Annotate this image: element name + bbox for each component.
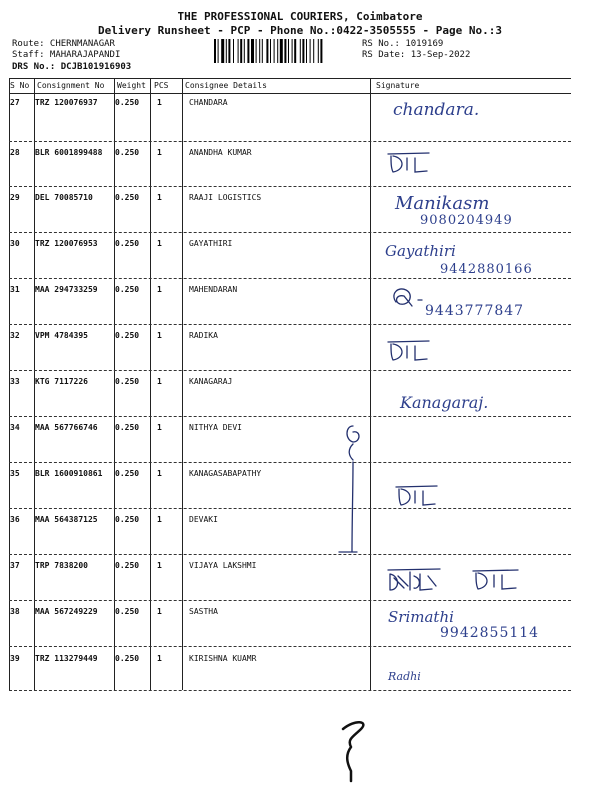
row-consignment: TRP 7838200 [35,561,88,570]
row-consignment: TRZ 113279449 [35,654,98,663]
rs-number: RS No.: 1019169 [362,39,444,49]
row-separator [9,690,571,691]
signature-37-mark [470,567,525,595]
row-consignment: BLR 6001899488 [35,148,103,157]
signature-34-35-36-bracket [335,420,375,560]
signature-29-name: Manikasm [395,193,490,214]
barcode-image [213,39,353,63]
row-sno: 29 [10,193,20,202]
document-title: THE PROFESSIONAL COURIERS, Coimbatore [177,10,423,23]
row-sno: 37 [10,561,20,570]
row-sno: 32 [10,331,20,340]
initial-mark [335,715,375,785]
route-label: Route: CHERNMANAGAR [12,39,115,49]
row-weight: 0.250 [115,561,140,570]
row-consignee: NITHYA DEVI [189,423,242,432]
signature-29-phone: 9080204949 [420,213,513,228]
row-consignment: TRZ 120076953 [35,239,98,248]
row-consignment: TRZ 120076937 [35,98,98,107]
row-sno: 34 [10,423,20,432]
row-sno: 33 [10,377,20,386]
row-separator [9,508,571,509]
row-consignee: SASTHA [189,607,218,616]
row-separator [9,646,571,647]
col-weight: Weight [117,81,146,90]
signature-35-mark [393,483,443,509]
row-consignment: MAA 567766746 [35,423,98,432]
row-weight: 0.250 [115,377,140,386]
row-consignment: BLR 1600910861 [35,469,103,478]
row-separator [9,186,571,187]
signature-38-name: Srimathi [388,608,454,626]
row-consignee: ANANDHA KUMAR [189,148,252,157]
row-separator [9,278,571,279]
row-consignee: KANAGARAJ [189,377,233,386]
row-pcs: 1 [157,515,162,524]
row-weight: 0.250 [115,239,140,248]
signature-39: Radhi [388,670,421,683]
signature-31-phone: 9443777847 [425,303,525,319]
row-consignee: MAHENDARAN [189,285,238,294]
table-row [9,513,569,558]
row-pcs: 1 [157,98,162,107]
row-consignee: KIRISHNA KUAMR [189,654,257,663]
row-pcs: 1 [157,654,162,663]
row-sno: 36 [10,515,20,524]
row-weight: 0.250 [115,423,140,432]
row-weight: 0.250 [115,654,140,663]
row-separator [9,462,571,463]
row-weight: 0.250 [115,193,140,202]
row-consignee: DEVAKI [189,515,218,524]
row-pcs: 1 [157,607,162,616]
row-consignee: VIJAYA LAKSHMI [189,561,257,570]
row-separator [9,554,571,555]
row-sno: 39 [10,654,20,663]
row-consignee: GAYATHIRI [189,239,233,248]
row-weight: 0.250 [115,285,140,294]
row-weight: 0.250 [115,98,140,107]
row-weight: 0.250 [115,148,140,157]
row-consignee: RAAJI LOGISTICS [189,193,262,202]
row-pcs: 1 [157,469,162,478]
signature-30-name: Gayathiri [385,242,456,260]
table-row [9,467,569,512]
row-consignment: MAA 294733259 [35,285,98,294]
row-pcs: 1 [157,148,162,157]
signature-31-mark [388,284,428,310]
row-sno: 35 [10,469,20,478]
table-row [9,146,569,191]
row-separator [9,600,571,601]
row-consignment: VPM 4784395 [35,331,88,340]
row-sno: 38 [10,607,20,616]
row-separator [9,416,571,417]
row-separator [9,141,571,142]
row-consignment: KTG 7117226 [35,377,88,386]
row-pcs: 1 [157,285,162,294]
signature-37-scribble [384,566,444,596]
col-consignee: Consignee Details [185,81,267,90]
row-pcs: 1 [157,561,162,570]
row-consignment: DEL 70085710 [35,193,93,202]
row-pcs: 1 [157,423,162,432]
table-header-rule [9,93,571,94]
row-sno: 27 [10,98,20,107]
signature-30-phone: 9442880166 [440,262,533,277]
row-consignment: MAA 564387125 [35,515,98,524]
table-row [9,329,569,374]
table-header [9,78,569,92]
row-separator [9,232,571,233]
row-pcs: 1 [157,331,162,340]
signature-33: Kanagaraj. [400,393,489,412]
row-consignee: KANAGASABAPATHY [189,469,262,478]
col-pcs: PCS [154,81,169,90]
row-consignee: RADIKA [189,331,218,340]
row-consignment: MAA 567249229 [35,607,98,616]
row-weight: 0.250 [115,515,140,524]
row-sno: 28 [10,148,20,157]
row-weight: 0.250 [115,469,140,478]
col-sno: S No [10,81,30,90]
row-weight: 0.250 [115,331,140,340]
drs-number: DRS No.: DCJB101916903 [12,62,132,72]
row-pcs: 1 [157,239,162,248]
row-weight: 0.250 [115,607,140,616]
row-sno: 30 [10,239,20,248]
signature-27: chandara. [393,100,480,120]
document-subtitle: Delivery Runsheet - PCP - Phone No.:0422-3505555 - Page No.:3 [98,24,502,37]
table-row [9,96,569,141]
row-pcs: 1 [157,193,162,202]
row-sno: 31 [10,285,20,294]
row-separator [9,370,571,371]
rs-date: RS Date: 13-Sep-2022 [362,50,471,60]
col-consignment: Consignment No [37,81,105,90]
staff-label: Staff: MAHARAJAPANDI [12,50,121,60]
signature-32-mark [385,338,435,364]
col-signature: Signature [376,81,420,90]
row-consignee: CHANDARA [189,98,228,107]
signature-28-mark [385,150,435,176]
table-row [9,421,569,466]
signature-38-phone: 9942855114 [440,625,540,641]
row-pcs: 1 [157,377,162,386]
row-separator [9,324,571,325]
